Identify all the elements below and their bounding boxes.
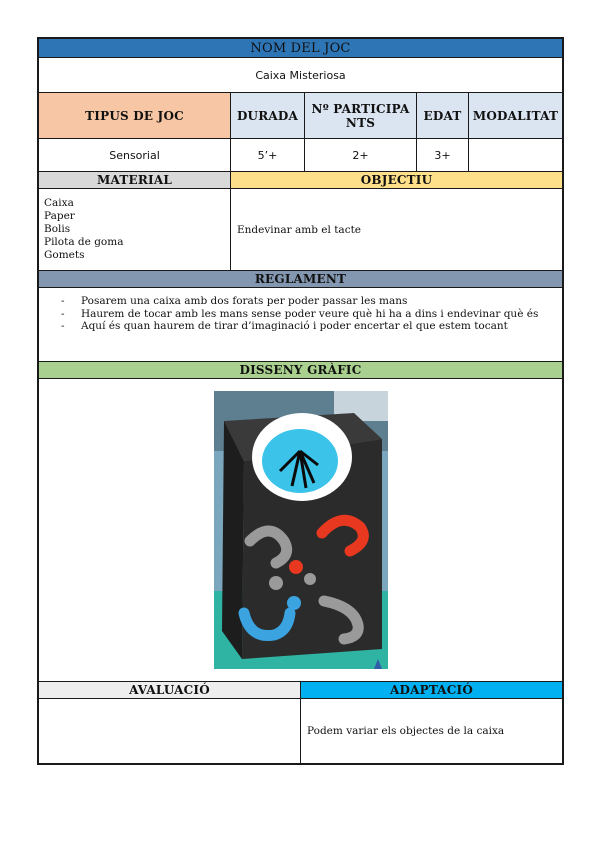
value-participants: 2+ — [305, 139, 417, 171]
card-title: NOM DEL JOC — [39, 39, 562, 57]
material-list — [39, 189, 231, 270]
col-durada: DURADA — [231, 93, 305, 138]
material-objectiu-row — [39, 189, 562, 271]
value-edat: 3+ — [417, 139, 469, 171]
game-name-row — [39, 58, 562, 93]
avaluacio-text — [39, 699, 301, 763]
disseny-header-row — [39, 362, 562, 379]
objectiu-label: OBJECTIU — [231, 172, 562, 188]
col-participants: Nº PARTICIPANTS — [305, 93, 417, 138]
material-item: Gomets — [44, 249, 85, 261]
reglament-header-row — [39, 271, 562, 288]
reglament-row — [39, 288, 562, 362]
rule-item: - Posarem una caixa amb dos forats per poder passar les mans — [61, 296, 544, 308]
col-modalitat: MODALITAT — [469, 93, 562, 138]
game-name: Caixa Misteriosa — [255, 68, 346, 82]
col-tipus: TIPUS DE JOC — [39, 93, 231, 138]
design-image-cell — [39, 379, 562, 681]
game-card — [37, 37, 564, 765]
rules-list — [39, 288, 562, 361]
material-objectiu-header-row — [39, 172, 562, 189]
value-durada: 5’+ — [231, 139, 305, 171]
rule-item: - Aquí és quan haurem de tirar d’imaginació i poder encertar el que estem tocant — [61, 321, 544, 333]
rule-item: - Haurem de tocar amb les mans sense poder veure què hi ha a dins i endevinar què és — [61, 309, 544, 321]
mystery-box-photo — [214, 391, 388, 669]
objectiu-text: Endevinar amb el tacte — [237, 223, 362, 236]
material-item: Caixa — [44, 197, 74, 209]
col-edat: EDAT — [417, 93, 469, 138]
material-label: MATERIAL — [39, 172, 231, 188]
material-item: Bolis — [44, 223, 71, 235]
info-header-row — [39, 93, 562, 139]
value-tipus: Sensorial — [39, 139, 231, 171]
reglament-label: REGLAMENT — [39, 271, 562, 287]
avaluacio-adaptacio-header-row — [39, 682, 562, 699]
adaptacio-text: Podem variar els objectes de la caixa — [307, 725, 505, 737]
avaluacio-adaptacio-row — [39, 699, 562, 763]
disseny-row — [39, 379, 562, 682]
value-modalitat — [469, 139, 562, 171]
material-item: Pilota de goma — [44, 236, 124, 248]
avaluacio-label: AVALUACIÓ — [39, 682, 301, 698]
info-values-row — [39, 139, 562, 172]
title-row — [39, 39, 562, 58]
adaptacio-label: ADAPTACIÓ — [301, 682, 562, 698]
material-item: Paper — [44, 210, 75, 222]
disseny-label: DISSENY GRÀFIC — [39, 362, 562, 378]
